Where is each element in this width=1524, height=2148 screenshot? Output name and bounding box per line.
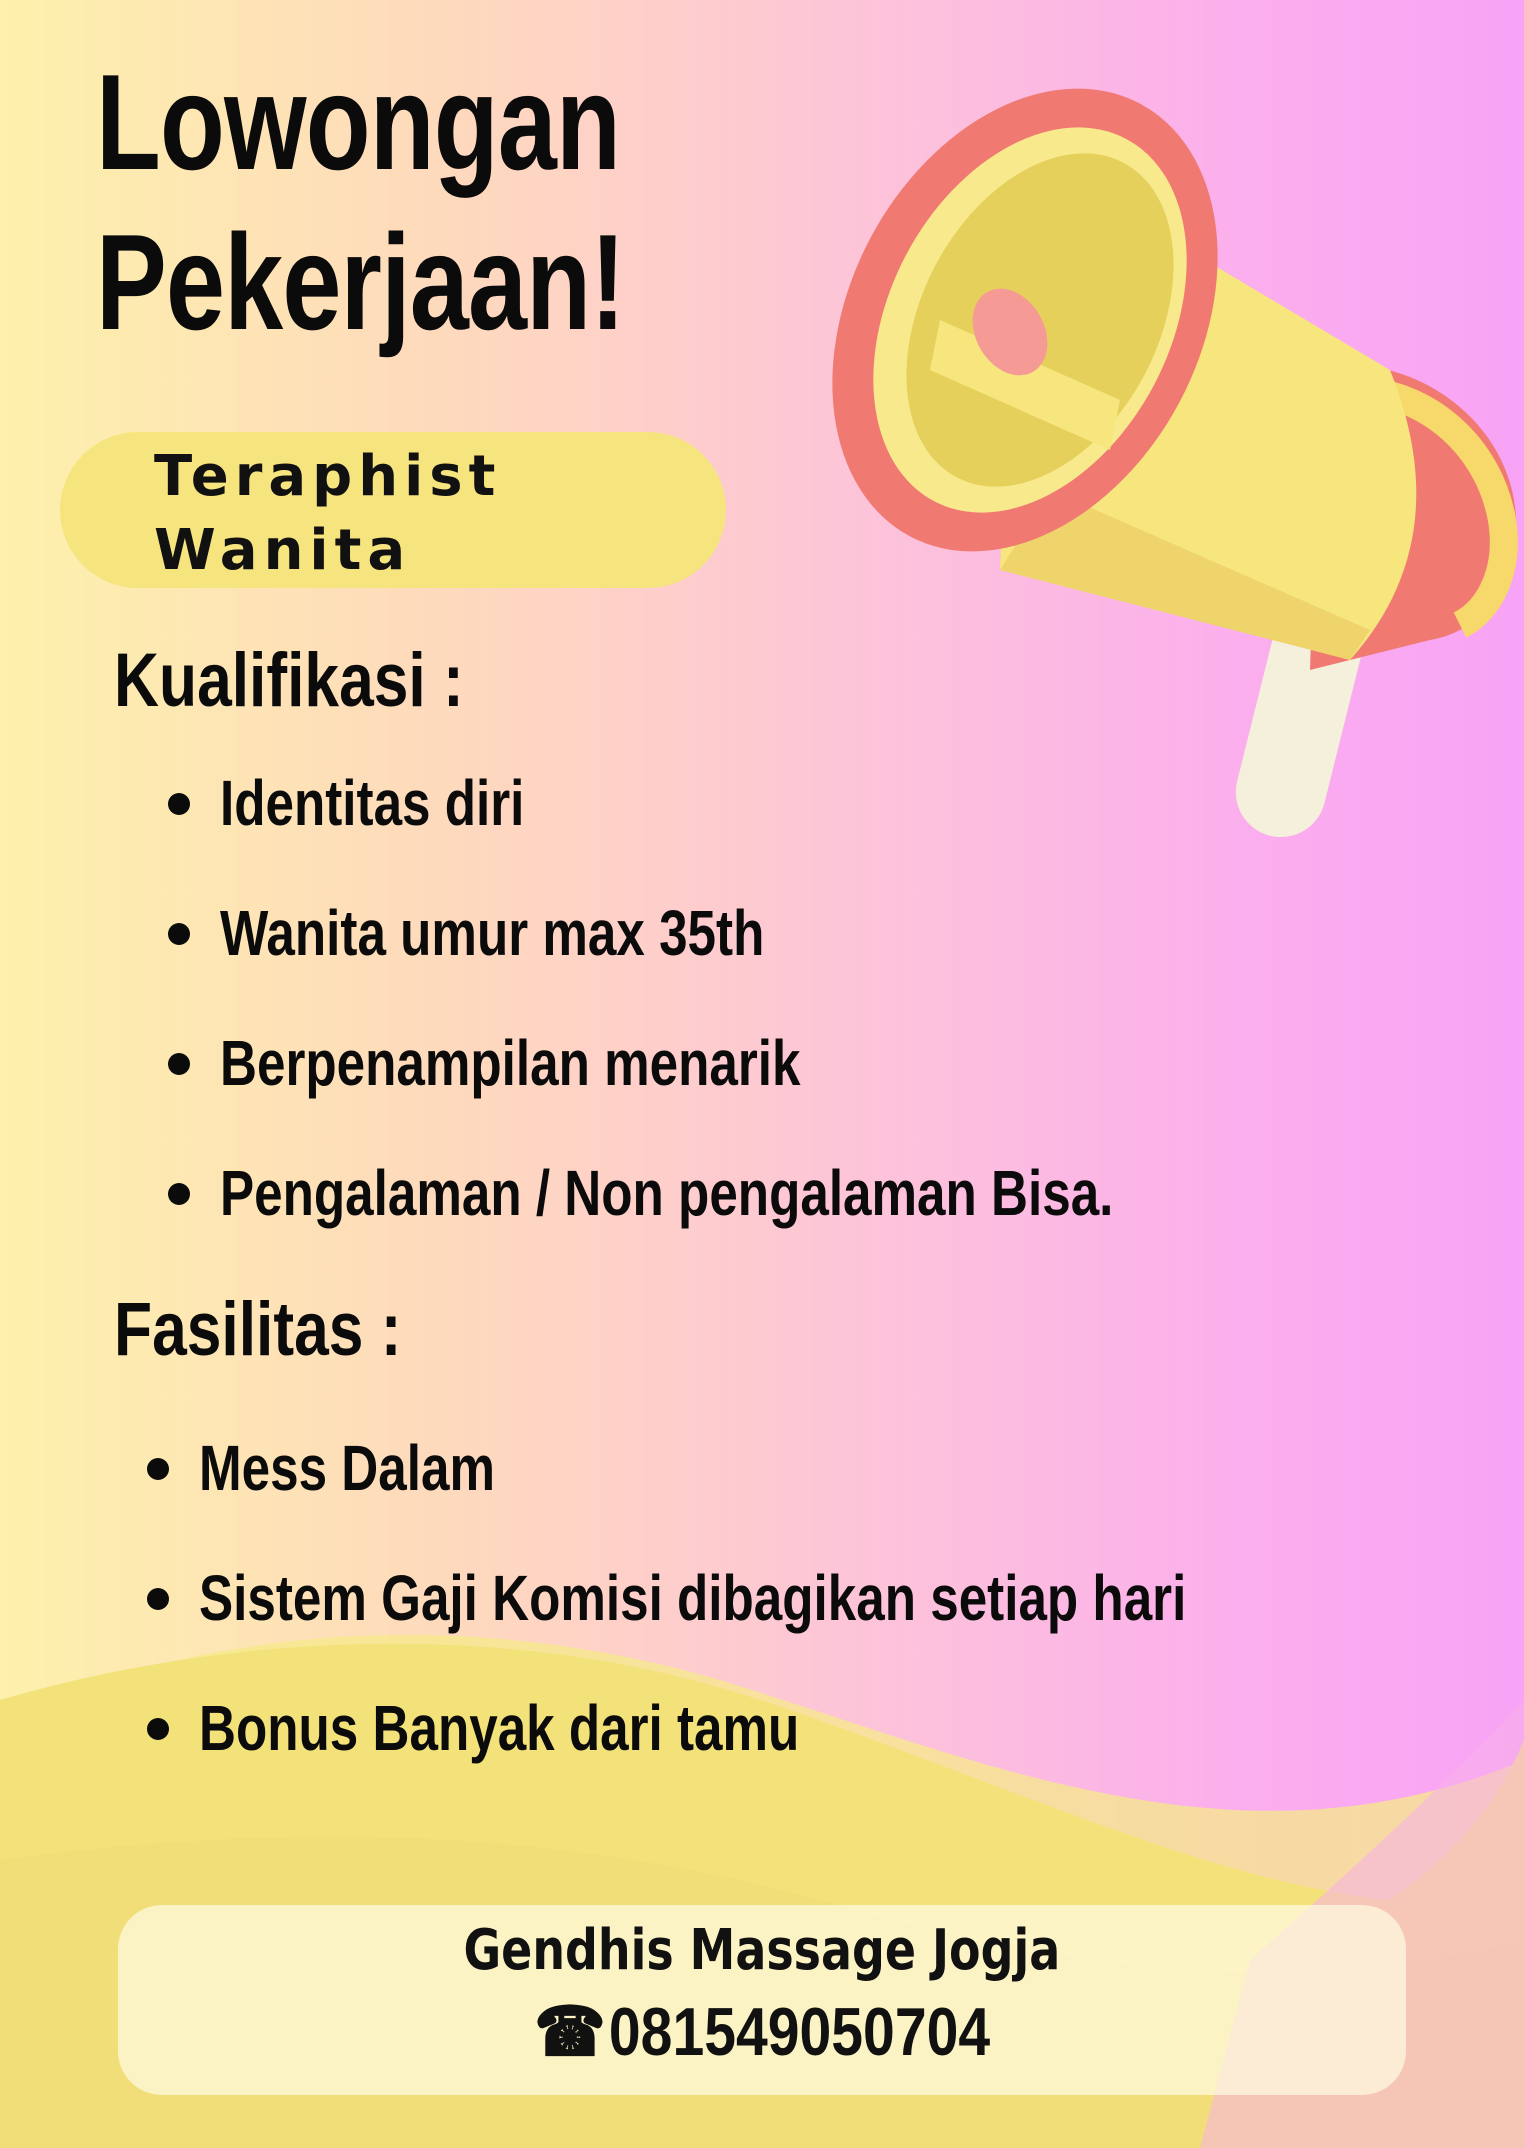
- telephone-icon: ☎: [534, 1994, 606, 2070]
- bullet-icon: [168, 793, 190, 815]
- megaphone-icon: [790, 70, 1524, 870]
- business-name: Gendhis Massage Jogja: [463, 1918, 1061, 1983]
- bullet-icon: [168, 923, 190, 945]
- facilities-heading: Fasilitas :: [114, 1287, 402, 1372]
- qualifications-heading: Kualifikasi :: [114, 638, 464, 723]
- title-line-1: Lowongan: [96, 46, 621, 198]
- bullet-icon: [147, 1588, 169, 1610]
- bullet-icon: [147, 1718, 169, 1740]
- phone-number[interactable]: ☎081549050704: [534, 1994, 990, 2070]
- bullet-icon: [168, 1053, 190, 1075]
- title-line-2: Pekerjaan!: [96, 206, 625, 358]
- position-label: [154, 440, 501, 588]
- position-line-1: Teraphist: [154, 444, 502, 509]
- position-line-2: Wanita: [154, 518, 412, 583]
- bullet-icon: [168, 1183, 190, 1205]
- page-title: [96, 42, 625, 362]
- bullet-icon: [147, 1458, 169, 1480]
